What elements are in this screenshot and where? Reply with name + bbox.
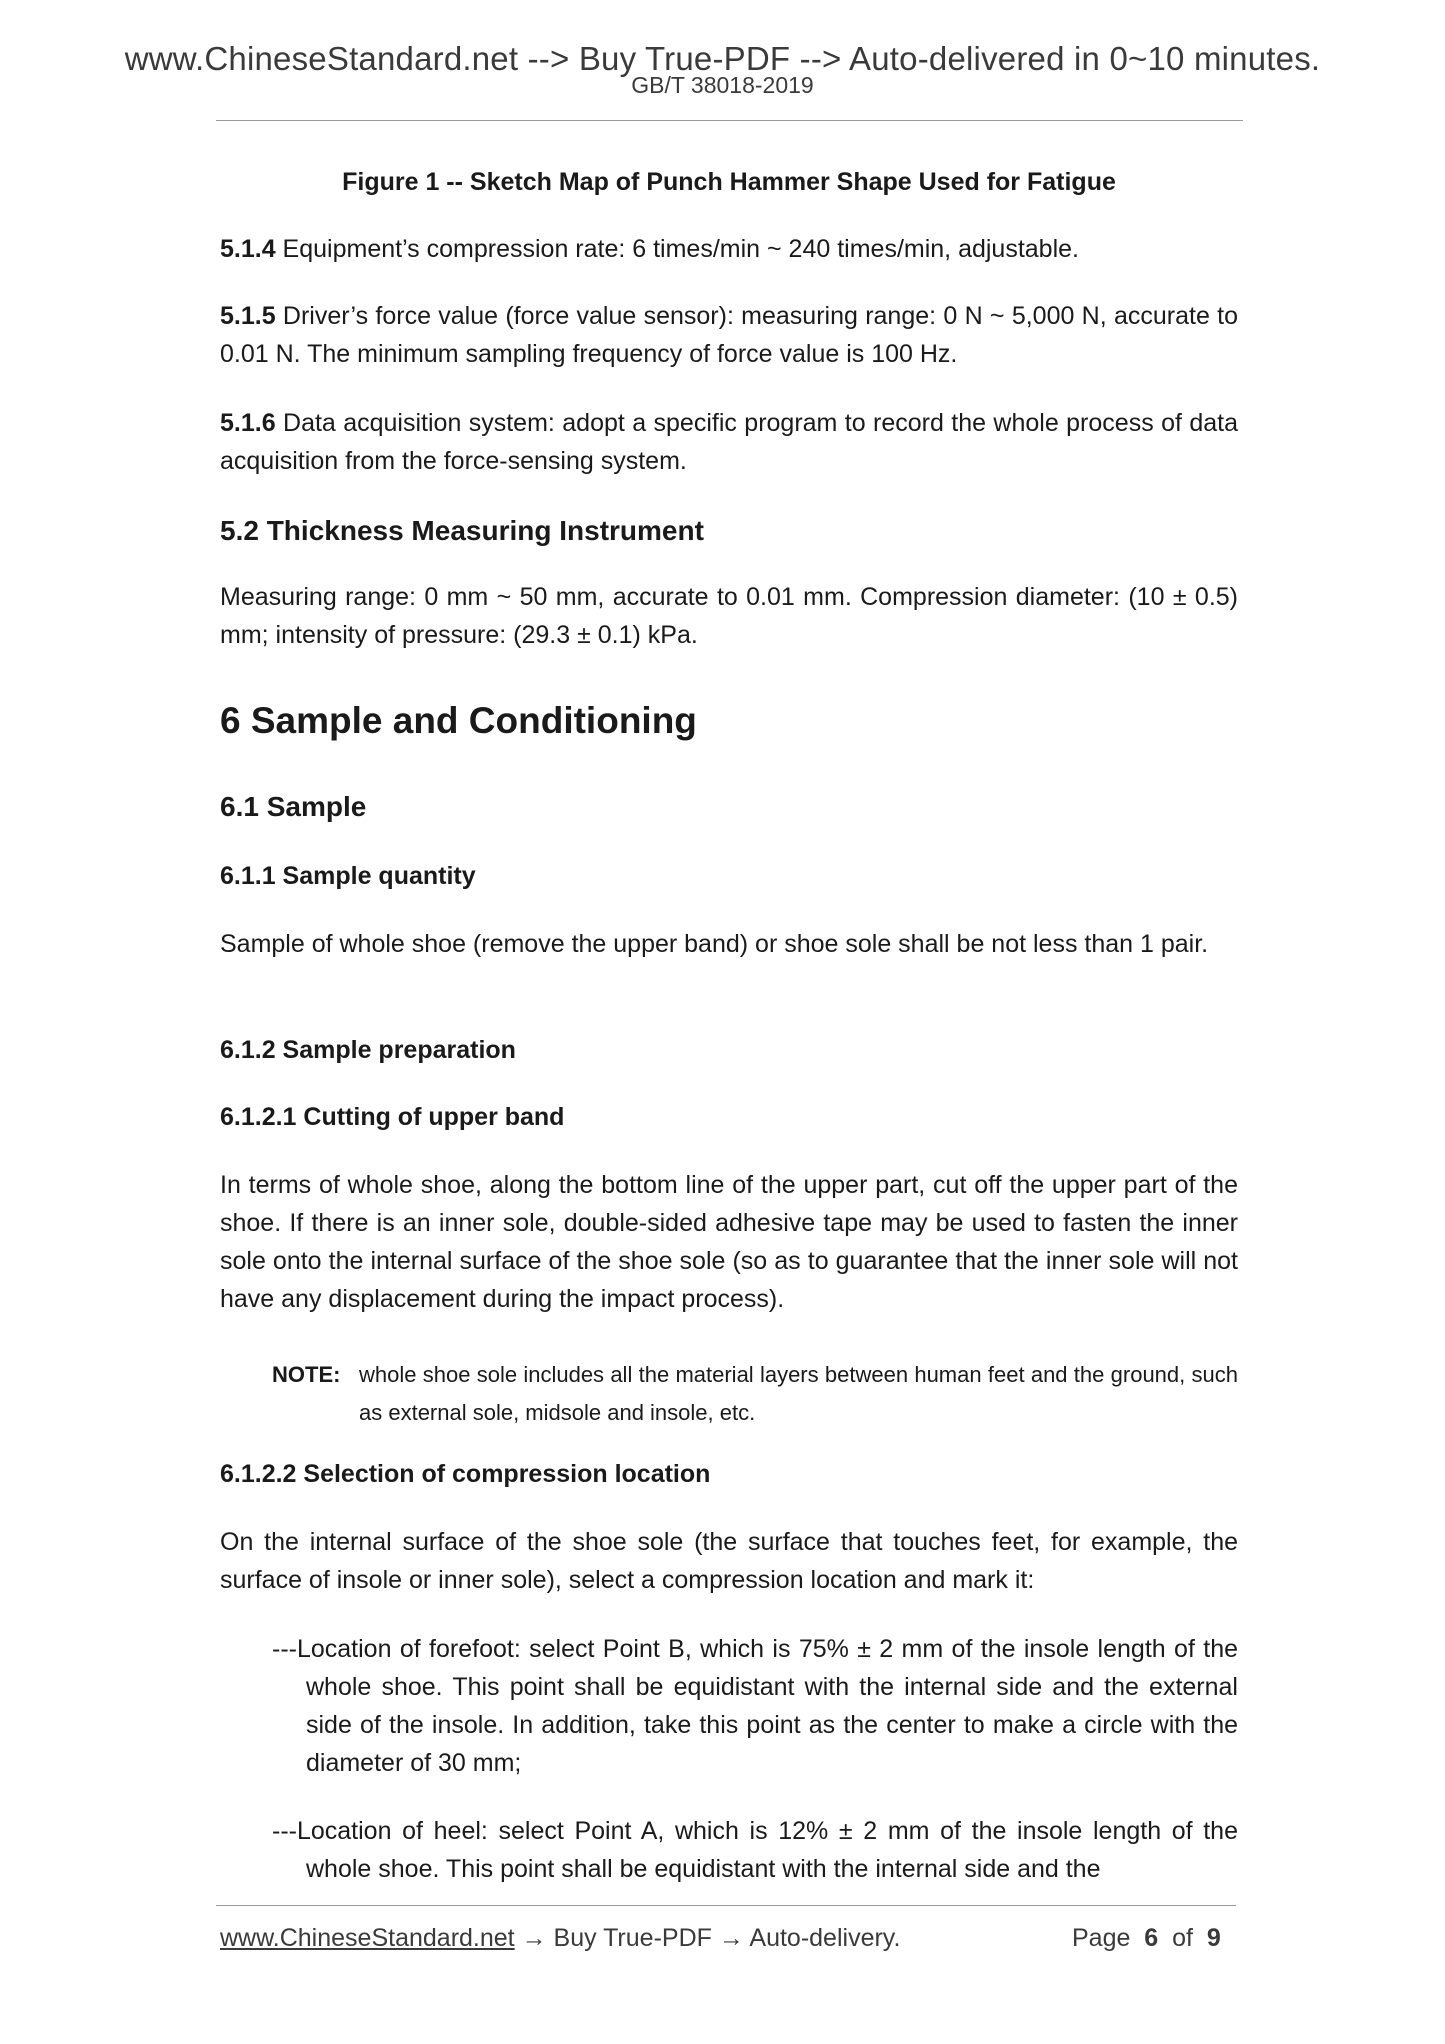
section-heading-6-1: 6.1 Sample: [220, 791, 367, 822]
subsection-heading-6-1-2-2: 6.1.2.2 Selection of compression location: [220, 1460, 711, 1488]
footer-divider: [216, 1905, 1236, 1906]
list-item-forefoot: ---Location of forefoot: select Point B, which is 75% ± 2 mm of the insole length of the whole shoe. This point shall be equidistant with the internal side and the external side of the insole. In addition, take this point as the center to make a circle with the diameter of 30 mm;: [272, 1635, 1238, 1777]
footer-promo: [220, 1924, 900, 1953]
clause-text: Driver’s force value (force value sensor): measuring range: 0 N ~ 5,000 N, accurate to 0.01 N. The minimum sampling frequency of force value is 100 Hz.: [220, 302, 1238, 368]
clause-text: Equipment’s compression rate: 6 times/min ~ 240 times/min, adjustable.: [275, 235, 1079, 263]
note-text: whole shoe sole includes all the material layers between human feet and the ground, such as external sole, midsole and insole, etc.: [359, 1362, 1238, 1425]
of-word: of: [1172, 1924, 1193, 1952]
subsection-heading-6-1-2-1: 6.1.2.1 Cutting of upper band: [220, 1103, 565, 1131]
list-item-heel: ---Location of heel: select Point A, which is 12% ± 2 mm of the insole length of the whole shoe. This point shall be equidistant with the internal side and the: [272, 1817, 1238, 1883]
clause-number: 5.1.4: [220, 235, 276, 263]
page-indicator: [1072, 1924, 1221, 1953]
top-banner[interactable]: www.ChineseStandard.net --> Buy True-PDF --> Auto-delivered in 0~10 minutes.: [124, 40, 1321, 77]
page-number: 6: [1144, 1924, 1159, 1952]
page-total: 9: [1206, 1924, 1221, 1952]
clause-number: 5.1.5: [220, 302, 276, 330]
clause-text: Data acquisition system: adopt a specific program to record the whole process of data acquisition from the force-sensing system.: [220, 409, 1238, 475]
chapter-heading-6: 6 Sample and Conditioning: [220, 700, 697, 741]
clause-5-1-6: [220, 404, 1238, 480]
clause-5-1-4: [220, 230, 1238, 268]
footer-trail: → Buy True-PDF → Auto-delivery.: [514, 1924, 901, 1952]
subsection-6-1-1-text: Sample of whole shoe (remove the upper band) or shoe sole shall be not less than 1 pair.: [220, 930, 1209, 958]
note-label: NOTE:: [272, 1362, 341, 1387]
subsection-6-1-2-2-text: On the internal surface of the shoe sole (the surface that touches feet, for example, the surface of insole or inner sole), select a compression location and mark it:: [220, 1528, 1238, 1594]
clause-5-1-5: [220, 297, 1238, 373]
subsection-6-1-2-1-text: In terms of whole shoe, along the bottom line of the upper part, cut off the upper part of the shoe. If there is an inner sole, double-sided adhesive tape may be used to fasten the inner sole onto the internal surface of the shoe sole (so as to guarantee that the inner sole will not have any displacement during the impact process).: [220, 1171, 1238, 1313]
clause-number: 5.1.6: [220, 409, 276, 437]
section-heading-5-2: 5.2 Thickness Measuring Instrument: [220, 515, 704, 546]
page-word: Page: [1072, 1924, 1131, 1952]
document-code: GB/T 38018-2019: [631, 72, 814, 98]
note-block: [272, 1356, 1238, 1432]
section-5-2-text: Measuring range: 0 mm ~ 50 mm, accurate to 0.01 mm. Compression diameter: (10 ± 0.5) mm; intensity of pressure: (29.3 ± 0.1) kPa.: [220, 583, 1238, 649]
subsection-heading-6-1-2: 6.1.2 Sample preparation: [220, 1036, 516, 1064]
footer-link[interactable]: www.ChineseStandard.net: [220, 1924, 515, 1952]
figure-caption: Figure 1 -- Sketch Map of Punch Hammer Shape Used for Fatigue: [342, 168, 1116, 196]
subsection-heading-6-1-1: 6.1.1 Sample quantity: [220, 862, 476, 890]
header-divider: [216, 120, 1243, 121]
